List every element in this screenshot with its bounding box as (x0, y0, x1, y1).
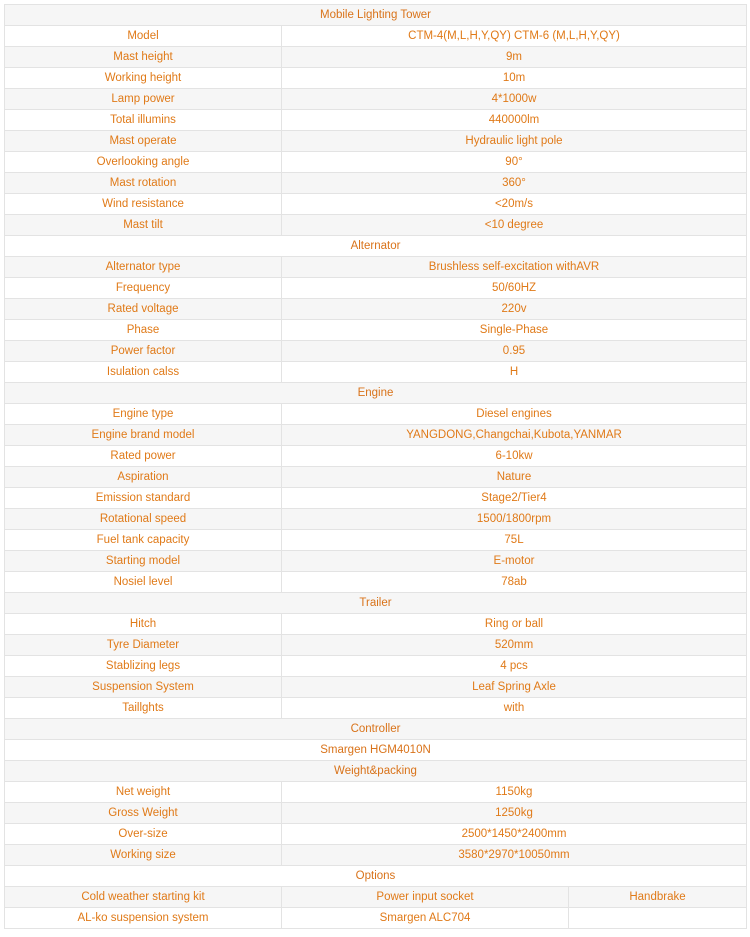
spec-value: 9m (282, 47, 747, 68)
spec-label: Hitch (5, 614, 282, 635)
spec-row (5, 551, 747, 572)
spec-value: 4*1000w (282, 89, 747, 110)
spec-label: Emission standard (5, 488, 282, 509)
spec-row (5, 530, 747, 551)
spec-row (5, 110, 747, 131)
spec-label: Aspiration (5, 467, 282, 488)
spec-row (5, 845, 747, 866)
spec-label: Mast height (5, 47, 282, 68)
spec-label: Wind resistance (5, 194, 282, 215)
spec-label: Phase (5, 320, 282, 341)
spec-row (5, 152, 747, 173)
spec-value: 0.95 (282, 341, 747, 362)
spec-label: Working height (5, 68, 282, 89)
section-header: Alternator (5, 236, 747, 257)
section-header: Smargen HGM4010N (5, 740, 747, 761)
spec-row (5, 509, 747, 530)
title-row (5, 5, 747, 26)
spec-value: 2500*1450*2400mm (282, 824, 747, 845)
spec-value: 90° (282, 152, 747, 173)
option-cell: Cold weather starting kit (5, 887, 282, 908)
option-cell: Power input socket (282, 887, 569, 908)
spec-value: 440000lm (282, 110, 747, 131)
spec-row (5, 47, 747, 68)
spec-row (5, 677, 747, 698)
spec-row (5, 278, 747, 299)
spec-value: Ring or ball (282, 614, 747, 635)
spec-value: 360° (282, 173, 747, 194)
spec-row (5, 194, 747, 215)
spec-label: Tyre Diameter (5, 635, 282, 656)
spec-value: 1250kg (282, 803, 747, 824)
section-header-row (5, 383, 747, 404)
spec-label: Suspension System (5, 677, 282, 698)
spec-value: 4 pcs (282, 656, 747, 677)
options-row (5, 908, 747, 929)
spec-label: Working size (5, 845, 282, 866)
section-header: Weight&packing (5, 761, 747, 782)
option-cell: Handbrake (569, 887, 747, 908)
spec-value: 6-10kw (282, 446, 747, 467)
spec-table (4, 4, 747, 929)
option-cell: AL-ko suspension system (5, 908, 282, 929)
spec-value: <10 degree (282, 215, 747, 236)
section-header: Options (5, 866, 747, 887)
spec-label: Gross Weight (5, 803, 282, 824)
spec-label: Mast rotation (5, 173, 282, 194)
option-cell (569, 908, 747, 929)
spec-value: 220v (282, 299, 747, 320)
spec-row (5, 698, 747, 719)
spec-value: YANGDONG,Changchai,Kubota,YANMAR (282, 425, 747, 446)
option-cell: Smargen ALC704 (282, 908, 569, 929)
spec-value: Stage2/Tier4 (282, 488, 747, 509)
options-row (5, 887, 747, 908)
spec-label: Isulation calss (5, 362, 282, 383)
spec-label: Frequency (5, 278, 282, 299)
spec-value: with (282, 698, 747, 719)
section-header-row (5, 866, 747, 887)
spec-label: Fuel tank capacity (5, 530, 282, 551)
spec-row (5, 803, 747, 824)
spec-row (5, 488, 747, 509)
spec-value: 1150kg (282, 782, 747, 803)
spec-row (5, 635, 747, 656)
spec-value: 1500/1800rpm (282, 509, 747, 530)
spec-row (5, 341, 747, 362)
spec-label: Total illumins (5, 110, 282, 131)
spec-row (5, 173, 747, 194)
spec-value: 78ab (282, 572, 747, 593)
spec-row (5, 26, 747, 47)
spec-label: Net weight (5, 782, 282, 803)
spec-value: 3580*2970*10050mm (282, 845, 747, 866)
spec-value: CTM-4(M,L,H,Y,QY) CTM-6 (M,L,H,Y,QY) (282, 26, 747, 47)
spec-label: Alternator type (5, 257, 282, 278)
spec-value: Leaf Spring Axle (282, 677, 747, 698)
spec-table-body (5, 5, 747, 929)
spec-row (5, 68, 747, 89)
spec-label: Stablizing legs (5, 656, 282, 677)
section-header-row (5, 761, 747, 782)
section-header: Controller (5, 719, 747, 740)
spec-row (5, 89, 747, 110)
section-header-row (5, 740, 747, 761)
spec-row (5, 446, 747, 467)
section-header-row (5, 593, 747, 614)
spec-label: Engine brand model (5, 425, 282, 446)
spec-label: Overlooking angle (5, 152, 282, 173)
spec-value: Nature (282, 467, 747, 488)
spec-row (5, 572, 747, 593)
table-title: Mobile Lighting Tower (5, 5, 747, 26)
spec-value: 75L (282, 530, 747, 551)
section-header-row (5, 236, 747, 257)
spec-row (5, 131, 747, 152)
section-header: Trailer (5, 593, 747, 614)
spec-row (5, 320, 747, 341)
spec-label: Taillghts (5, 698, 282, 719)
spec-label: Rated power (5, 446, 282, 467)
spec-value: 10m (282, 68, 747, 89)
spec-label: Model (5, 26, 282, 47)
spec-row (5, 362, 747, 383)
spec-label: Power factor (5, 341, 282, 362)
spec-label: Over-size (5, 824, 282, 845)
spec-row (5, 656, 747, 677)
spec-row (5, 467, 747, 488)
spec-row (5, 299, 747, 320)
spec-value: 520mm (282, 635, 747, 656)
spec-value: Hydraulic light pole (282, 131, 747, 152)
spec-value: <20m/s (282, 194, 747, 215)
spec-label: Starting model (5, 551, 282, 572)
spec-row (5, 614, 747, 635)
spec-label: Lamp power (5, 89, 282, 110)
spec-label: Nosiel level (5, 572, 282, 593)
spec-label: Mast operate (5, 131, 282, 152)
spec-label: Rotational speed (5, 509, 282, 530)
spec-value: Diesel engines (282, 404, 747, 425)
spec-value: Single-Phase (282, 320, 747, 341)
spec-row (5, 824, 747, 845)
spec-label: Mast tilt (5, 215, 282, 236)
section-header: Engine (5, 383, 747, 404)
spec-value: Brushless self-excitation withAVR (282, 257, 747, 278)
spec-label: Rated voltage (5, 299, 282, 320)
spec-row (5, 257, 747, 278)
spec-value: H (282, 362, 747, 383)
spec-row (5, 425, 747, 446)
spec-row (5, 404, 747, 425)
spec-value: E-motor (282, 551, 747, 572)
spec-row (5, 782, 747, 803)
section-header-row (5, 719, 747, 740)
spec-value: 50/60HZ (282, 278, 747, 299)
spec-label: Engine type (5, 404, 282, 425)
spec-row (5, 215, 747, 236)
